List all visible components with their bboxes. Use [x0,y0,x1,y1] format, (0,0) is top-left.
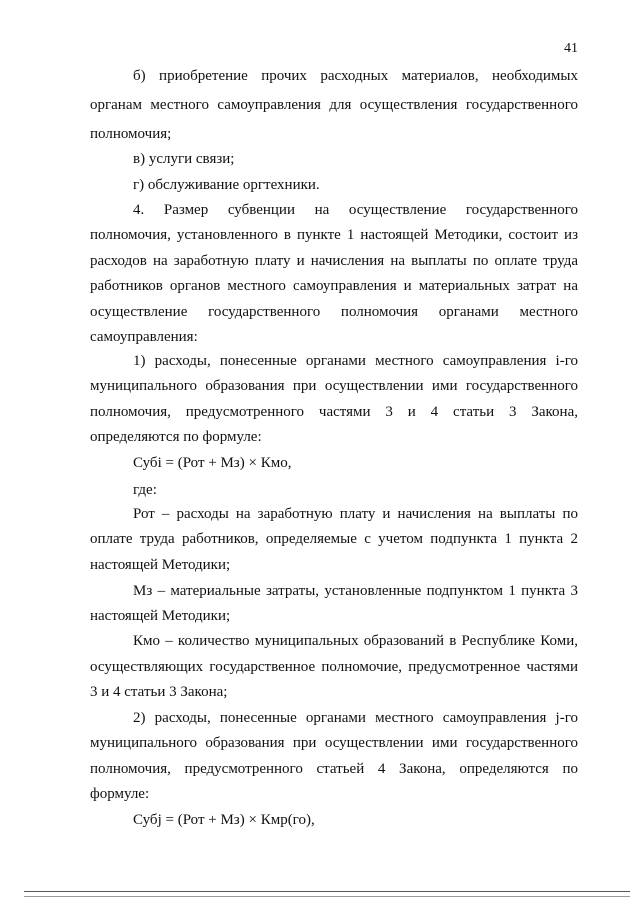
line-21: Мз – материальные затраты, установленные подпунктом 1 пункта 3 [133,583,578,599]
line-28: полномочия, предусмотренного статьей 4 Закона, определяются по [90,761,578,777]
line-17: где: [133,482,157,498]
line-18: Рот – расходы на заработную плату и начисления на выплаты по [133,506,578,522]
line-15: определяются по формуле: [90,429,262,445]
line-22: настоящей Методики; [90,608,231,624]
line-11: самоуправления: [90,329,198,345]
line-13: муниципального образования при осуществлении ими государственного [90,378,578,394]
line-26: 2) расходы, понесенные органами местного самоуправления j-го [133,710,578,726]
bottom-divider-secondary [24,896,630,897]
bottom-divider [24,891,630,892]
line-12: 1) расходы, понесенные органами местного самоуправления i-го [133,353,578,369]
line-1: б) приобретение прочих расходных материалов, необходимых [133,68,578,84]
line-23: Кмо – количество муниципальных образований в Республике Коми, [133,633,578,649]
line-20: настоящей Методики; [90,557,231,573]
line-2: органам местного самоуправления для осуществления государственного [90,97,578,113]
formula-2: Субj = (Рот + Мз) × Кмр(го), [133,812,315,828]
line-29: формуле: [90,786,150,802]
line-25: 3 и 4 статьи 3 Закона; [90,684,228,700]
formula-1: Субi = (Рот + Мз) × Кмо, [133,455,292,471]
page-number: 41 [564,41,578,56]
line-14: полномочия, предусмотренного частями 3 и 4 статьи 3 Закона, [90,404,578,420]
line-10: осуществление государственного полномочия органами местного [90,304,578,320]
line-4: в) услуги связи; [133,151,235,167]
line-9: работников органов местного самоуправления и материальных затрат на [90,278,578,294]
line-19: оплате труда работников, определяемые с учетом подпункта 1 пункта 2 [90,531,578,547]
line-8: расходов на заработную плату и начисления на выплаты по оплате труда [90,253,578,269]
line-3: полномочия; [90,126,172,142]
line-6: 4. Размер субвенции на осуществление государственного [133,202,578,218]
line-27: муниципального образования при осуществлении ими государственного [90,735,578,751]
line-5: г) обслуживание оргтехники. [133,177,320,193]
line-24: осуществляющих государственное полномочие, предусмотренное частями [90,659,578,675]
line-7: полномочия, установленного в пункте 1 настоящей Методики, состоит из [90,227,578,243]
